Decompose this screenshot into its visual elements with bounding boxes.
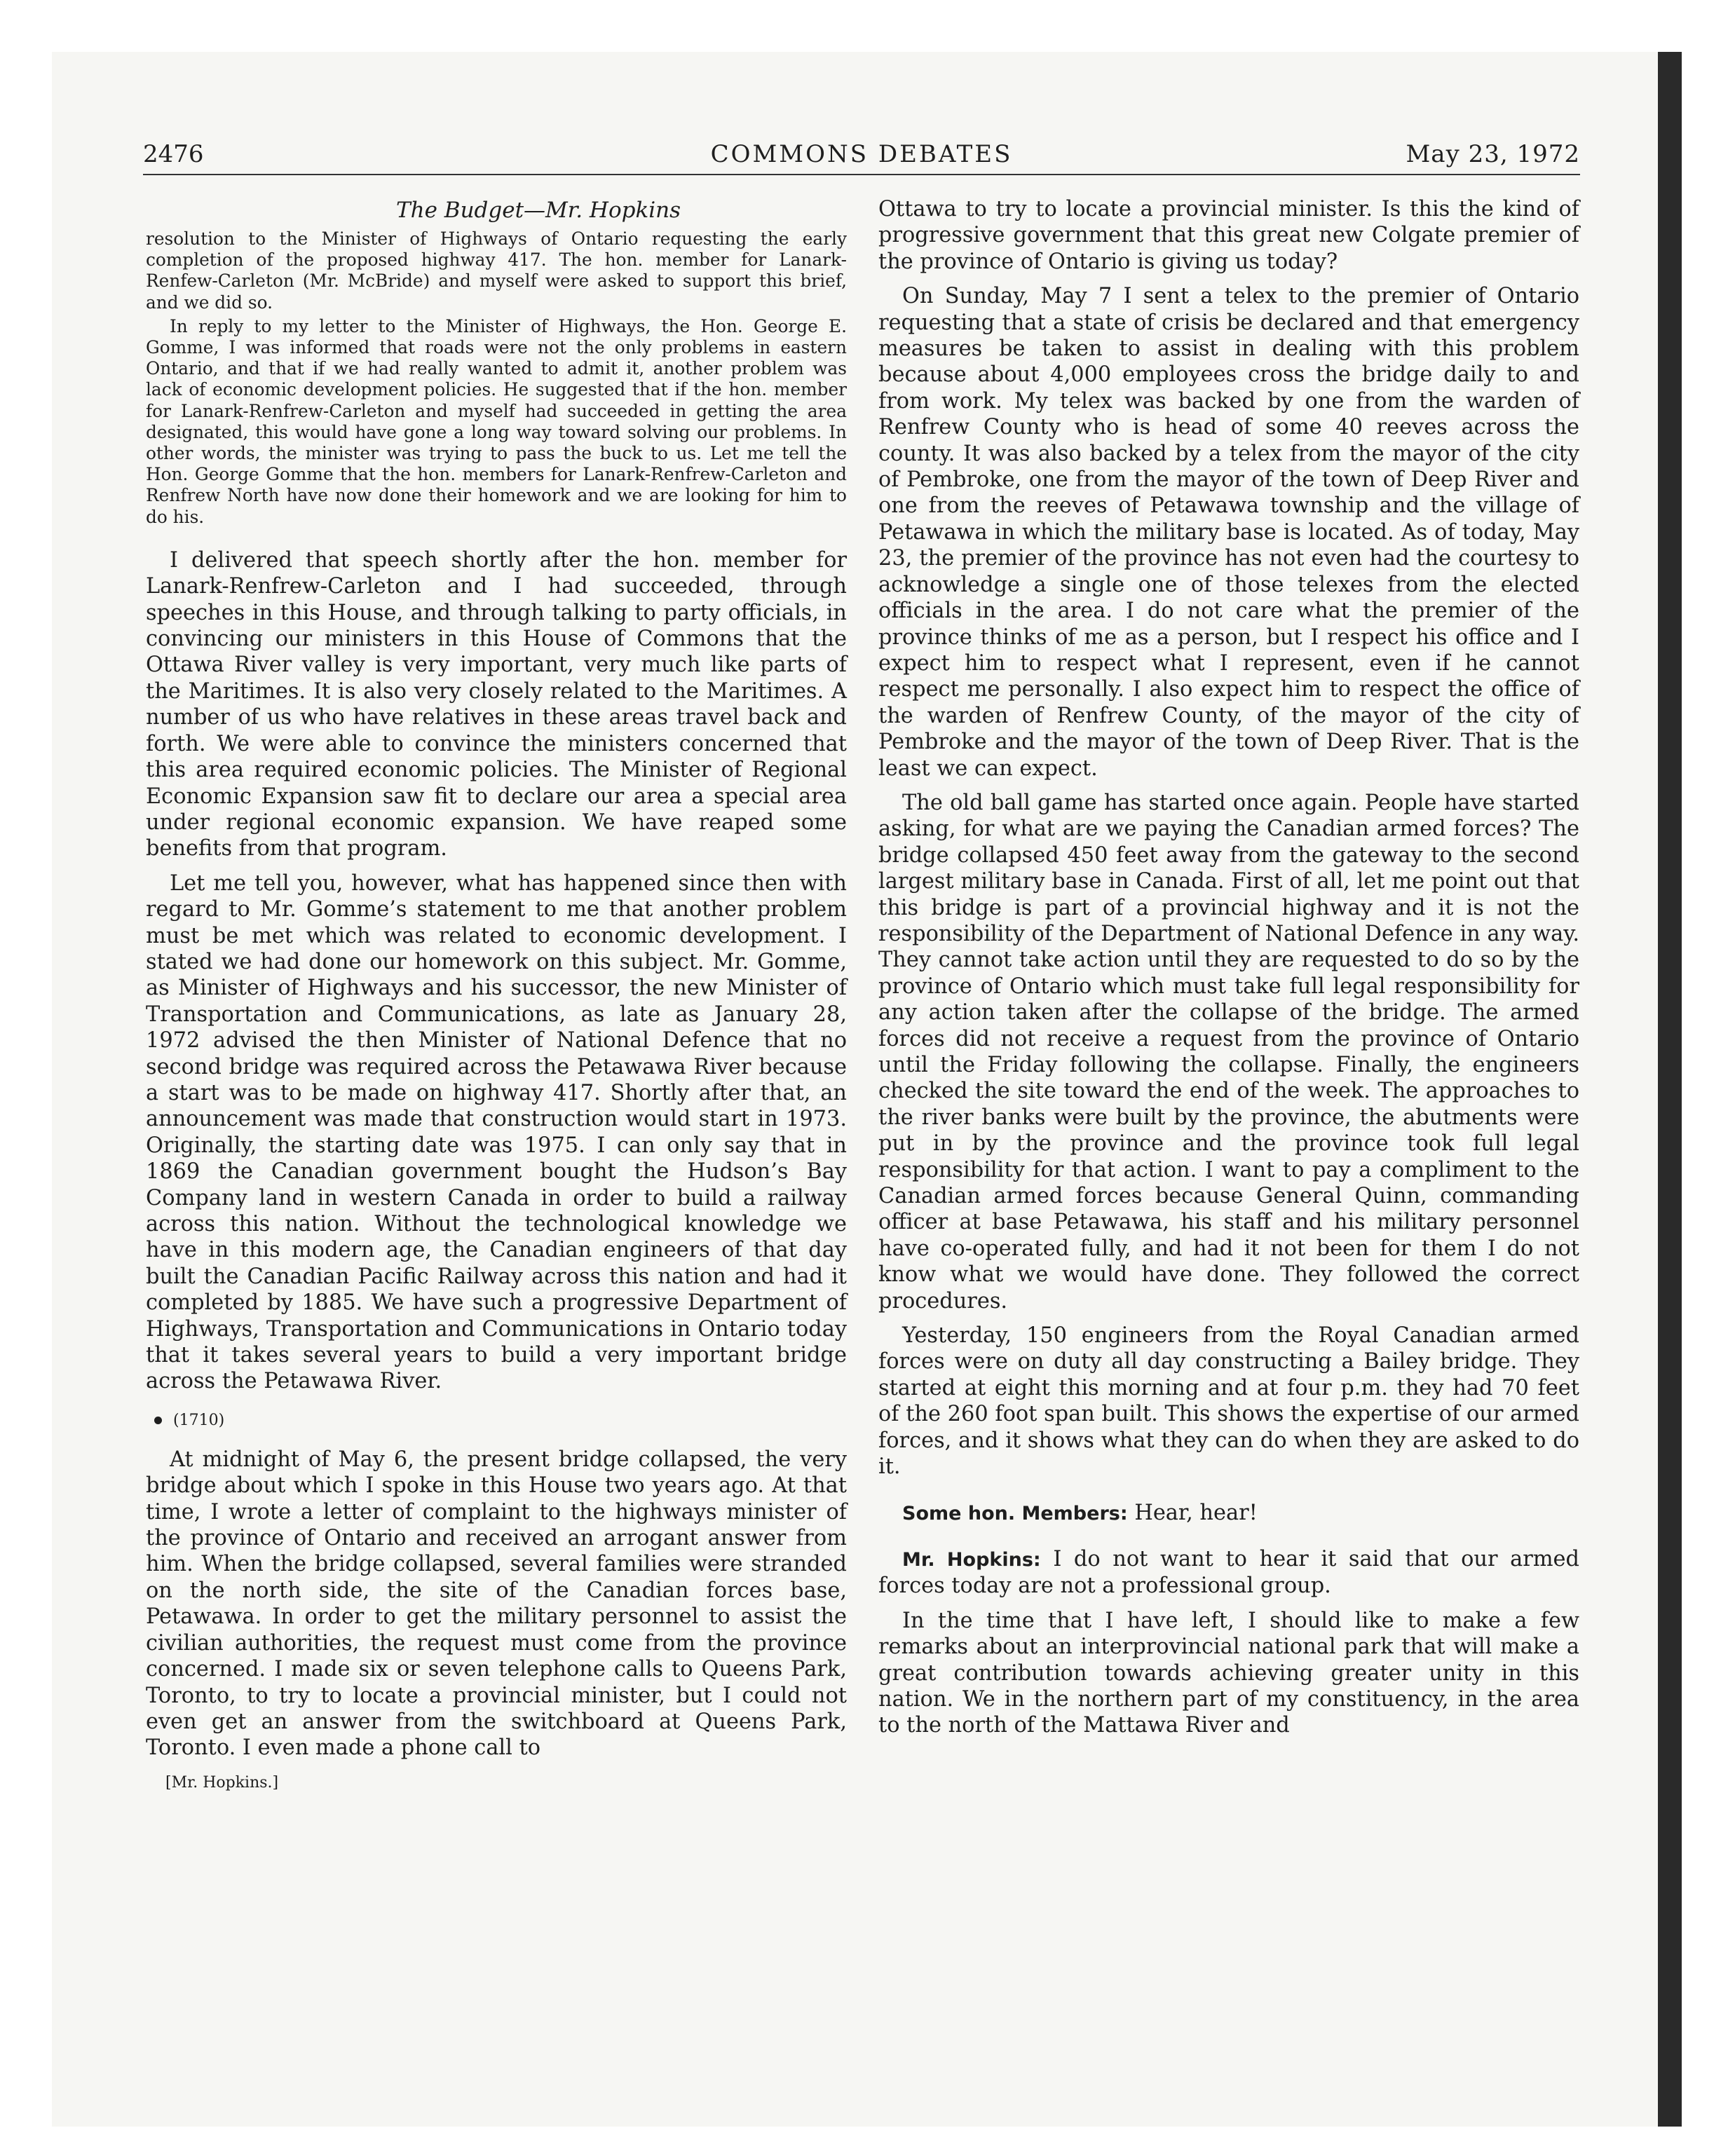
- interjection-text: Hear, hear!: [1134, 1500, 1258, 1525]
- quoted-paragraph: In reply to my letter to the Minister of Highways, the Hon. George E. Gomme, I was informed that roads were not the only problems in eastern Ontario, and that if we had really wanted to admit it, another problem was lack of economic development policies. He suggested that if the hon. member for Lanark-Renfrew-Carleton and myself had succeeded in getting the area designated, this would have gone a long way toward solving our problems. In other words, the minister was trying to pass the buck to us. Let me tell the Hon. George Gomme that the hon. members for Lanark-Renfrew-Carleton and Renfrew North have now done their homework and we are looking for him to do his.: [146, 315, 847, 527]
- speaker-name: Some hon. Members:: [902, 1502, 1128, 1524]
- body-paragraph: At midnight of May 6, the present bridge collapsed, the very bridge about which I spoke in this House two years ago. At that time, I wrote a letter of complaint to the highways minister of the province of Ontario and received an arrogant answer from him. When the bridge collapsed, several families were stranded on the north side, the site of the Canadian forces base, Petawawa. In order to get the military personnel to assist the civilian authorities, the request must come from the province concerned. I made six or seven telephone calls to Queens Park, Toronto, to try to locate a provincial minister, but I could not even get an answer from the switchboard at Queens Park, Toronto. I even made a phone call to: [146, 1447, 847, 1761]
- body-paragraph: In the time that I have left, I should like to make a few remarks about an interprovincial national park that will make a great contribution towards achieving greater unity in this nation. We in the northern part of my constituency, in the area to the north of the Mattawa River and: [878, 1608, 1579, 1738]
- time-marker: [154, 1410, 847, 1431]
- time-marker-text: (1710): [173, 1411, 225, 1429]
- page-header: [143, 140, 1580, 175]
- body-paragraph: On Sunday, May 7 I sent a telex to the premier of Ontario requesting that a state of crisis be declared and that emergency measures be taken to assist in dealing with this problem because about 4,000 employees cross the bridge daily to and from work. My telex was backed by one from the warden of Renfrew County who is head of some 40 reeves across the county. It was also backed by a telex from the mayor of the city of Pembroke, one from the mayor of the town of Deep River and one from the reeves of Petawawa township and the village of Petawawa in which the military base is located. As of today, May 23, the premier of the province has not even had the courtesy to acknowledge a single one of those telexes from the elected officials in the area. I do not care what the premier of the province thinks of me as a person, but I respect his office and I expect him to respect what I represent, even if he cannot respect me personally. I also expect him to respect the office of the warden of Renfrew County, of the mayor of the city of Pembroke and the mayor of the town of Deep River. That is the least we can expect.: [878, 284, 1579, 781]
- body-paragraph: Let me tell you, however, what has happened since then with regard to Mr. Gomme’s statement to me that another problem must be met which was related to economic development. I stated we had done our homework on this subject. Mr. Gomme, as Minister of Highways and his successor, the new Minister of Transportation and Communications, as late as January 28, 1972 advised the then Minister of National Defence that no second bridge was required across the Petawawa River because a start was to be made on highway 417. Shortly after that, an announcement was made that construction would start in 1973. Originally, the starting date was 1975. I can only say that in 1869 the Canadian government bought the Hudson’s Bay Company land in western Canada in order to build a railway across this nation. Without the technological knowledge we have in this modern age, the Canadian engineers of that day built the Canadian Pacific Railway across this nation and had it completed by 1885. We have such a progressive Department of Highways, Transportation and Communications in Ontario today that it takes several years to build a very important bridge across the Petawawa River.: [146, 871, 847, 1394]
- left-column: [146, 196, 847, 1794]
- bullet-icon: [154, 1417, 162, 1424]
- speaker-reply: [878, 1546, 1579, 1599]
- publication-title: COMMONS DEBATES: [710, 140, 1013, 168]
- body-paragraph: I delivered that speech shortly after the hon. member for Lanark-Renfrew-Carleton and I had succeeded, through speeches in this House, and through talking to party officials, in convincing our ministers in this House of Commons that the Ottawa River valley is very important, very much like parts of the Maritimes. It is also very closely related to the Maritimes. A number of us who have relatives in these areas travel back and forth. We were able to convince the ministers concerned that this area required economic policies. The Minister of Regional Economic Expansion saw fit to declare our area a special area under regional economic expansion. We have reaped some benefits from that program.: [146, 547, 847, 861]
- speaker-signature: [Mr. Hopkins.]: [165, 1773, 279, 1792]
- scan-edge-shadow: [1658, 52, 1682, 2127]
- body-paragraph: Ottawa to try to locate a provincial minister. Is this the kind of progressive government that this great new Colgate premier of the province of Ontario is giving us today?: [878, 197, 1579, 274]
- right-column: [878, 196, 1579, 1739]
- running-head: The Budget—Mr. Hopkins: [395, 198, 681, 223]
- interjection: [878, 1500, 1579, 1527]
- reply-text: I do not want to hear it said that our armed forces today are not a professional group.: [878, 1546, 1579, 1599]
- speaker-name: Mr. Hopkins:: [902, 1548, 1041, 1571]
- page-number: 2476: [143, 140, 204, 168]
- body-paragraph: Yesterday, 150 engineers from the Royal Canadian armed forces were on duty all day constructing a Bailey bridge. They started at eight this morning and at four p.m. they had 70 feet of the 260 foot span built. This shows the expertise of our armed forces, and it shows what they can do when they are asked to do it.: [878, 1323, 1579, 1480]
- body-paragraph: The old ball game has started once again. People have started asking, for what are we paying the Canadian armed forces? The bridge collapsed 450 feet away from the gateway to the second largest military base in Canada. First of all, let me point out that this bridge is part of a provincial highway and it is not the responsibility of the Department of National Defence in any way. They cannot take action until they are requested to do so by the province of Ontario which must take full legal responsibility for any action taken after the collapse of the bridge. The armed forces did not receive a request from the province of Ontario until the Friday following the collapse. Finally, the engineers checked the site toward the end of the week. The approaches to the river banks were built by the province, the abutments were put in by the province and the province took full legal responsibility for that action. I want to pay a compliment to the Canadian armed forces because General Quinn, commanding officer at base Petawawa, his staff and his military personnel have co-operated fully, and had it not been for them I do not know what we would have done. They followed the correct procedures.: [878, 790, 1579, 1314]
- quoted-paragraph: resolution to the Minister of Highways of Ontario requesting the early completion of the proposed highway 417. The hon. member for Lanark-Renfew-Carleton (Mr. McBride) and myself were asked to support this brief, and we did so.: [146, 228, 847, 313]
- header-date: May 23, 1972: [1406, 140, 1580, 168]
